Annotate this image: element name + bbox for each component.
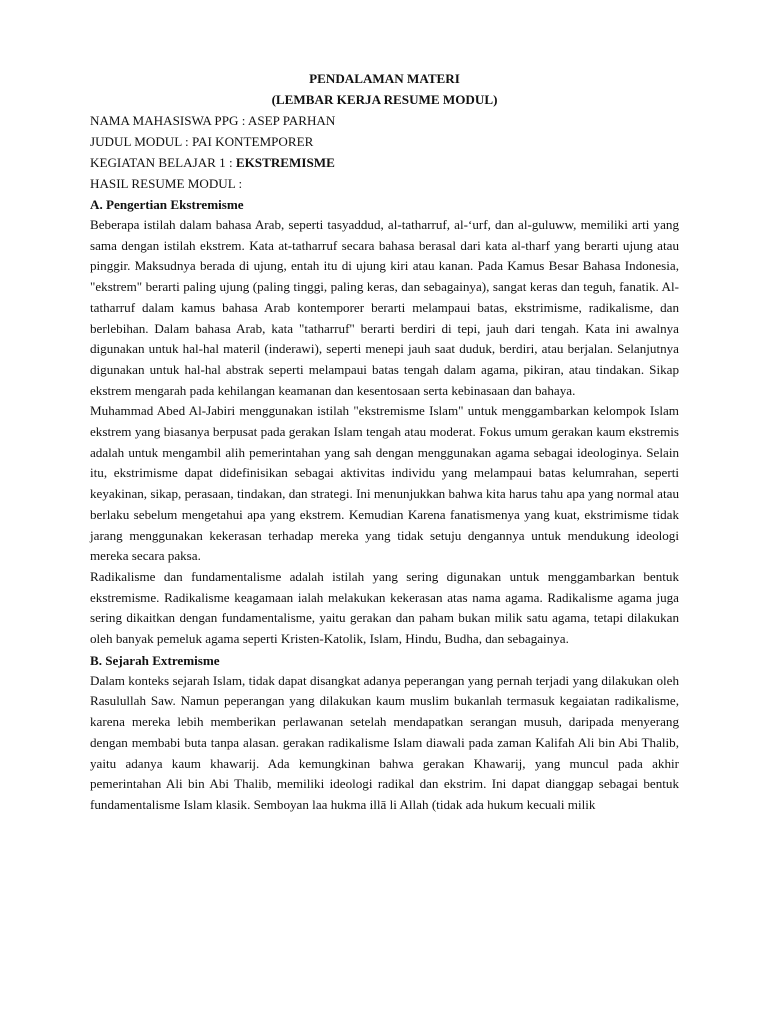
- learning-activity-label: KEGIATAN BELAJAR 1 :: [90, 155, 236, 170]
- section-a-heading: A. Pengertian Ekstremisme: [90, 197, 244, 212]
- document-page: [90, 68, 679, 816]
- module-title-line: JUDUL MODUL : PAI KONTEMPORER: [90, 134, 314, 149]
- section-b-paragraph-1: Dalam konteks sejarah Islam, tidak dapat disangkat adanya peperangan yang pernah terjadi yang dilakukan oleh Rasulullah Saw. Namun peperangan yang dilakukan kaum muslim bukanlah termasuk kegaiatan radikalisme, karena mereka lebih memberikan perlawanan setelah mendapatkan serangan musuh, daripada menyerang dengan membabi buta tanpa alasan. gerakan radikalisme Islam diawali pada zaman Kalifah Ali bin Abi Thalib, yaitu adanya kaum khawarij. Ada kemungkinan bahwa gerakan Khawarij, yang muncul pada akhir pemerintahan Ali bin Abi Thalib, memiliki ideologi radikal dan ekstrim. Ini dapat dianggap sebagai bentuk fundamentalisme Islam klasik. Semboyan laa hukma illā li Allah (tidak ada hukum kecuali milik: [90, 672, 679, 812]
- section-b-heading: B. Sejarah Extremisme: [90, 652, 220, 668]
- document-subtitle: (LEMBAR KERJA RESUME MODUL): [271, 92, 498, 107]
- section-a-paragraph-3: Radikalisme dan fundamentalisme adalah istilah yang sering digunakan untuk menggambarkan bentuk ekstremisme. Radikalisme keagamaan ialah melakukan kekerasan atas nama agama. Radikalisme agama juga sering dikaitkan dengan fundamentalisme, yaitu gerakan dan paham bukan milik satu agama, tetapi dilakukan oleh banyak pemeluk agama seperti Kristen-Katolik, Islam, Hindu, Budha, dan sebagainya.: [90, 568, 679, 647]
- learning-activity-value: EKSTREMISME: [235, 155, 335, 170]
- section-a-paragraph-1: Beberapa istilah dalam bahasa Arab, seperti tasyaddud, al-tatharruf, al-‘urf, dan al-guluww, memiliki arti yang sama dengan istilah ekstrem. Kata at-tatharruf secara bahasa berasal dari kata al-tharf yang berarti ujung atau pinggir. Maksudnya berada di ujung, entah itu di ujung kiri atau kanan. Pada Kamus Besar Bahasa Indonesia, "ekstrem" berarti paling ujung (paling tinggi, paling keras, dan sebagainya), sangat keras dan teguh, fanatik. Al-tatharruf dalam kamus bahasa Arab kontemporer berarti melampaui batas, ekstrimisme, radikalisme, dan berlebihan. Dalam bahasa Arab, kata "tatharruf" berarti berdiri di tepi, jauh dari tengah. Kata ini awalnya digunakan untuk hal-hal materil (inderawi), seperti menepi jauh saat duduk, berdiri, atau berjalan. Selanjutnya digunakan untuk hal-hal abstrak seperti melampaui batas tengah dalam agama, pikiran, atau tindakan. Sikap ekstrem mengarah pada kehilangan keamanan dan kesentosaan serta kebinasaan dan bahaya.: [90, 217, 679, 398]
- section-a-paragraph-2: Muhammad Abed Al-Jabiri menggunakan istilah "ekstremisme Islam" untuk menggambarkan kelompok Islam ekstrem yang biasanya berpusat pada gerakan Islam tengah atau moderat. Fokus umum gerakan kaum ekstremis adalah untuk mengambil alih pemerintahan yang sah dengan menggunakan agama sebagai ideologinya. Selain itu, ekstrimisme dapat didefinisikan sebagai aktivitas individu yang melampaui batas kelumrahan, seperti keyakinan, sikap, perasaan, tindakan, dan strategi. Ini menunjukkan bahwa kita harus tahu apa yang normal atau berlaku sebelum mengetahui apa yang ekstrem. Kemudian Karena fanatismenya yang kuat, ekstrimisme tidak jarang menggunakan kekerasan terhadap mereka yang tidak setuju dengannya untuk mendukung ideologi mereka secara paksa.: [90, 403, 679, 564]
- document-title: PENDALAMAN MATERI: [309, 71, 460, 86]
- summary-label: HASIL RESUME MODUL :: [90, 176, 243, 191]
- student-name-line: NAMA MAHASISWA PPG : ASEP PARHAN: [90, 113, 336, 128]
- learning-activity-line: [90, 152, 679, 173]
